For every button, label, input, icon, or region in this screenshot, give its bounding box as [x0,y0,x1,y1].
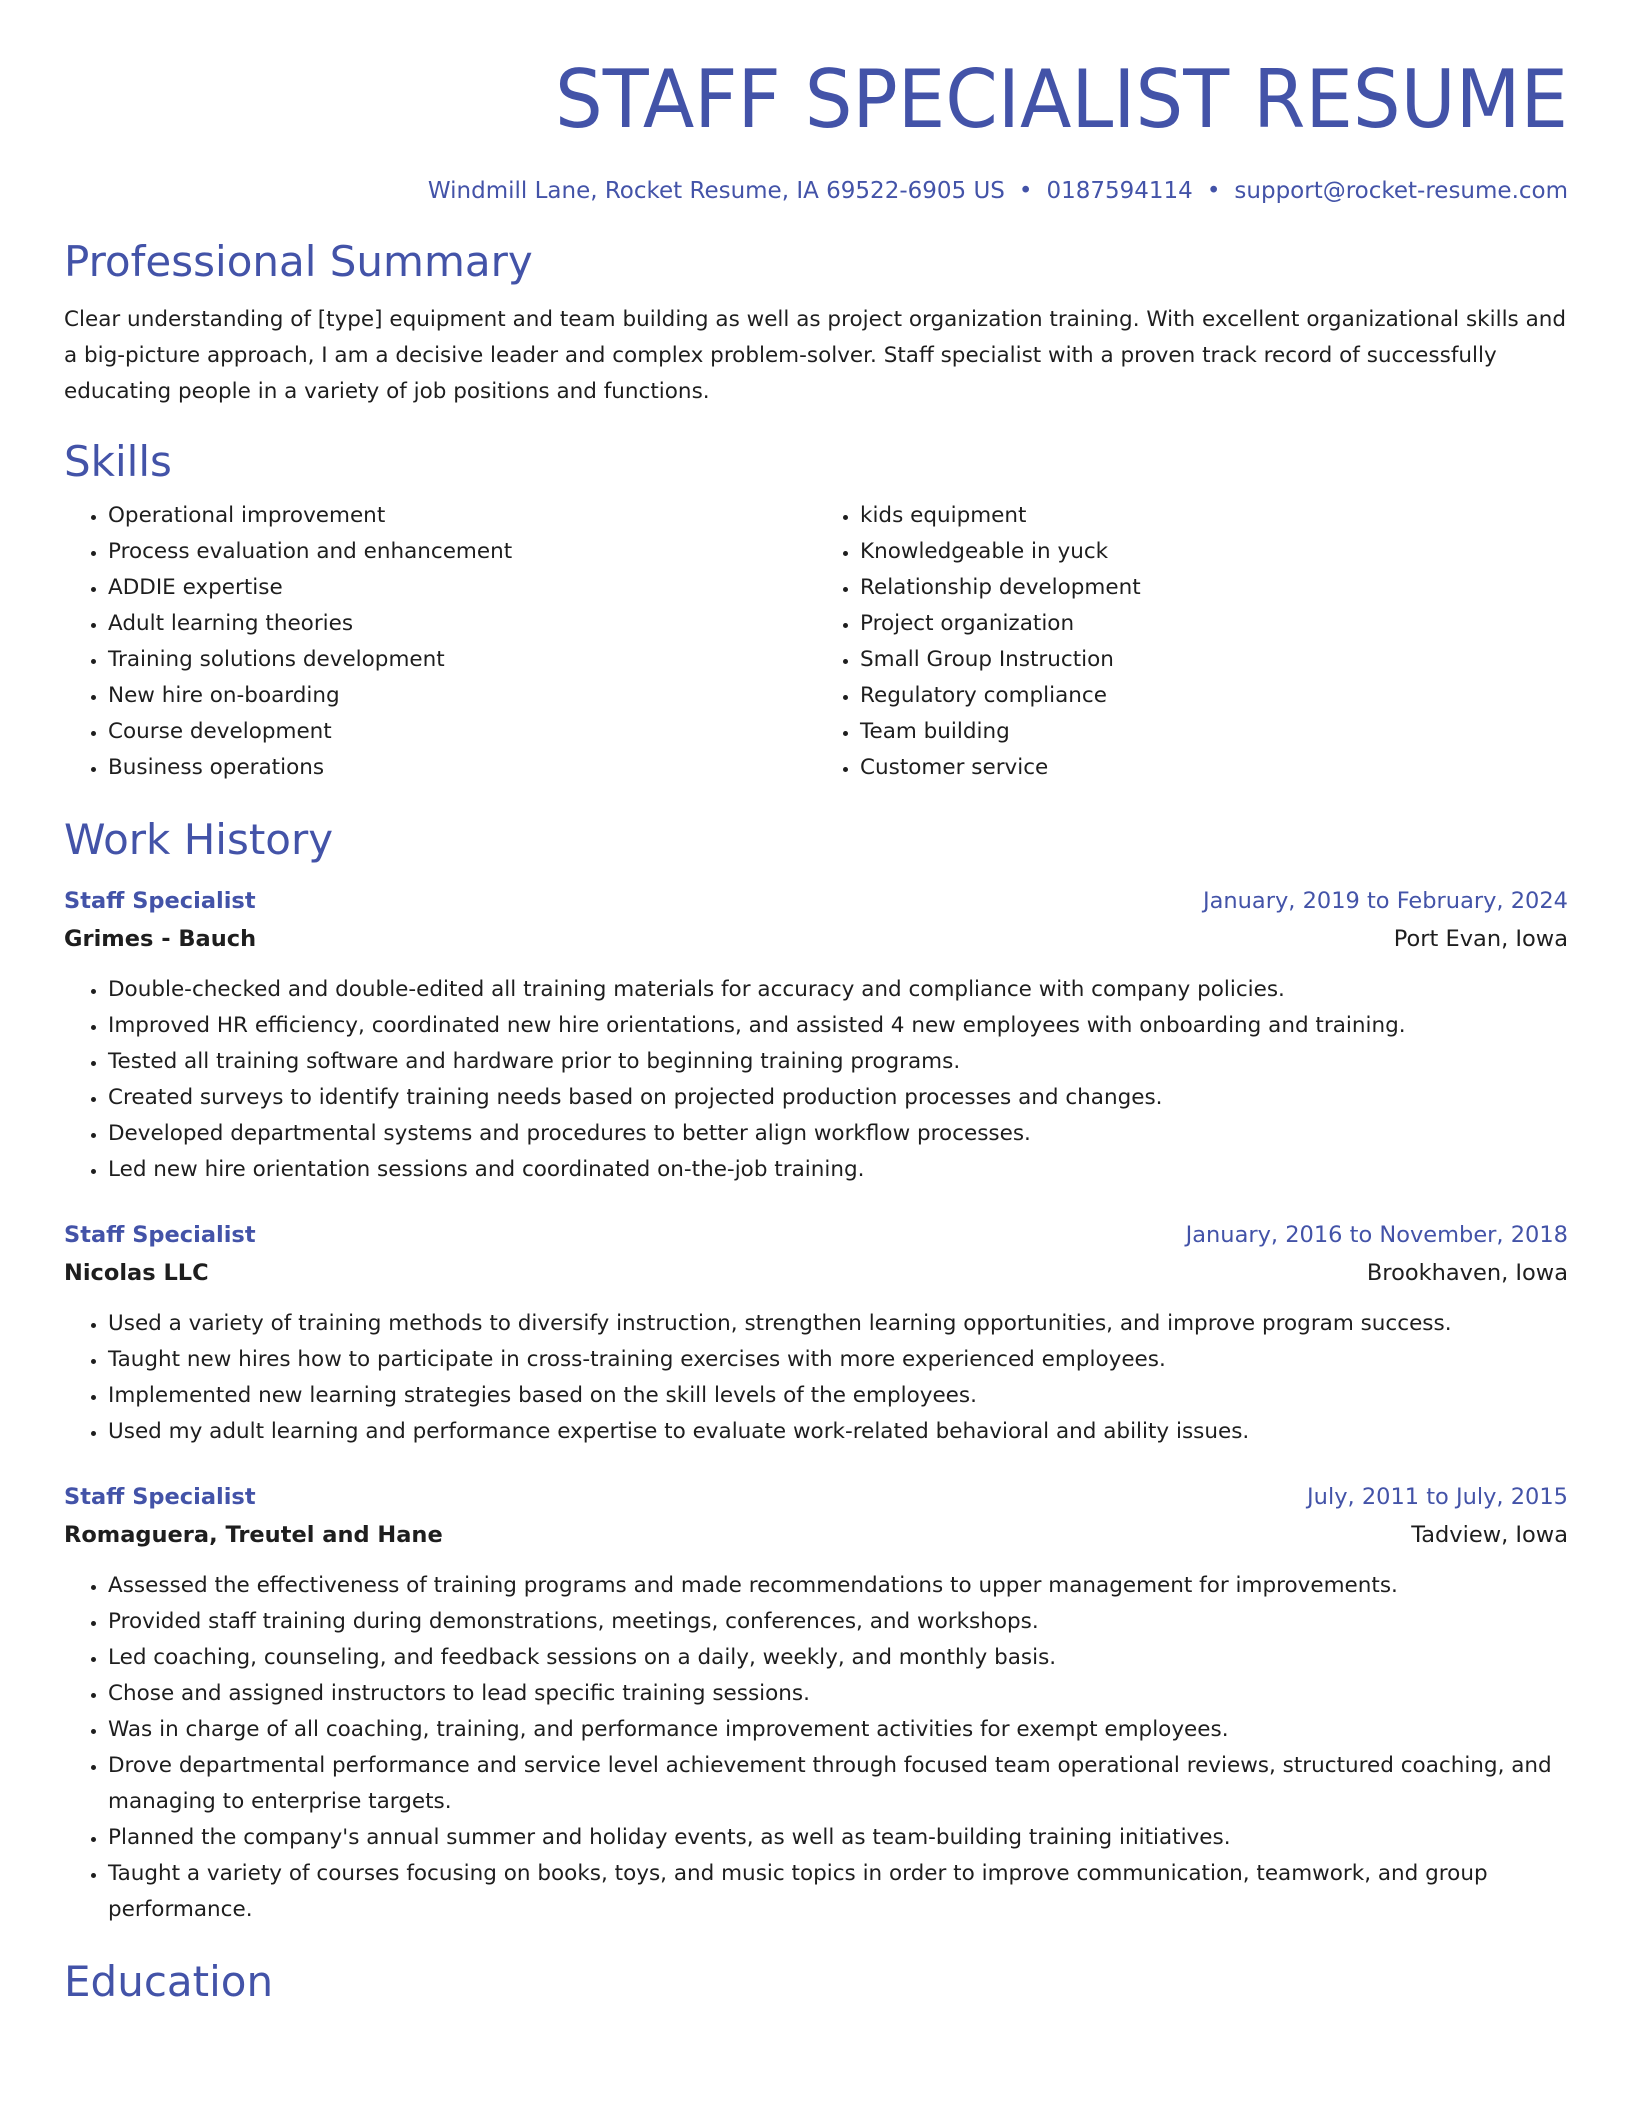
job-duty: • Taught a variety of courses focusing on books, toys, and music topics in order to improve communication, teamwork, and group performance. [108,1856,1568,1928]
skill-item: • Regulatory compliance [860,678,1568,714]
job-duty: • Led new hire orientation sessions and coordinated on-the-job training. [108,1152,1568,1188]
job-company: Nicolas LLC [64,1260,209,1286]
job-dates: January, 2019 to February, 2024 [1202,888,1568,914]
skills-heading: Skills [64,437,172,486]
skill-item: • Business operations [108,750,816,786]
summary-text: Clear understanding of [type] equipment and team building as well as project organization training. With excellent organizational skills and a big-picture approach, I am a decisive leader and complex problem-solver. Staff specialist with a proven track record of successfully educating people in a variety of job positions and functions. [64,307,1567,404]
resume-title: STAFF SPECIALIST RESUME [555,53,1568,146]
job-duty: • Tested all training software and hardware prior to beginning training programs. [108,1044,1568,1080]
job-entry [64,882,1568,1188]
job-location: Tadview, Iowa [1411,1522,1568,1548]
job-duty: • Assessed the effectiveness of training programs and made recommendations to upper management for improvements. [108,1568,1568,1604]
contact-separator: • [1206,178,1221,204]
skills-columns [64,498,1568,786]
contact-email[interactable]: support@rocket-resume.com [1234,178,1568,204]
job-duty: • Improved HR efficiency, coordinated new hire orientations, and assisted 4 new employees with onboarding and training. [108,1008,1568,1044]
job-title-row [64,882,1568,920]
job-duties-list [64,1306,1568,1450]
summary-section [64,234,1568,410]
job-duty: • Taught new hires how to participate in cross-training exercises with more experienced employees. [108,1342,1568,1378]
contact-line [64,178,1568,204]
job-duties-list [64,1568,1568,1928]
work-history-heading: Work History [64,815,334,864]
job-duty: • Led coaching, counseling, and feedback sessions on a daily, weekly, and monthly basis. [108,1640,1568,1676]
skill-item: • Training solutions development [108,642,816,678]
summary-heading: Professional Summary [64,237,533,286]
job-company-row [64,920,1568,958]
skills-column-left [64,498,816,786]
job-duty: • Chose and assigned instructors to lead specific training sessions. [108,1676,1568,1712]
job-title: Staff Specialist [64,1222,256,1248]
skill-item: • ADDIE expertise [108,570,816,606]
job-duties-list [64,972,1568,1188]
skill-item: • Small Group Instruction [860,642,1568,678]
skills-column-right [816,498,1568,786]
job-title: Staff Specialist [64,1484,256,1510]
job-location: Port Evan, Iowa [1393,926,1568,952]
skills-list-right [816,498,1568,786]
job-title-row [64,1478,1568,1516]
job-duty: • Implemented new learning strategies based on the skill levels of the employees. [108,1378,1568,1414]
skills-section [64,434,1568,786]
job-company-row [64,1254,1568,1292]
skill-item: • Relationship development [860,570,1568,606]
skill-item: • New hire on-boarding [108,678,816,714]
job-entry [64,1478,1568,1928]
contact-phone: 0187594114 [1046,178,1193,204]
skill-item: • Process evaluation and enhancement [108,534,816,570]
job-location: Brookhaven, Iowa [1366,1260,1568,1286]
job-dates: July, 2011 to July, 2015 [1307,1484,1568,1510]
job-duty: • Developed departmental systems and procedures to better align workflow processes. [108,1116,1568,1152]
job-company: Grimes - Bauch [64,926,257,952]
job-duty: • Used my adult learning and performance expertise to evaluate work-related behavioral and ability issues. [108,1414,1568,1450]
job-duty: • Drove departmental performance and service level achievement through focused team operational reviews, structured coaching, and managing to enterprise targets. [108,1748,1568,1820]
job-duty: • Used a variety of training methods to diversify instruction, strengthen learning opportunities, and improve program success. [108,1306,1568,1342]
skill-item: • Course development [108,714,816,750]
job-entry [64,1216,1568,1450]
work-history-section [64,812,1568,1928]
skill-item: • kids equipment [860,498,1568,534]
contact-address: Windmill Lane, Rocket Resume, IA 69522-6905 US [427,178,1005,204]
job-company: Romaguera, Treutel and Hane [64,1522,443,1548]
job-duty: • Was in charge of all coaching, training, and performance improvement activities for exempt employees. [108,1712,1568,1748]
job-company-row [64,1516,1568,1554]
contact-separator: • [1018,178,1033,204]
job-duty: • Provided staff training during demonstrations, meetings, conferences, and workshops. [108,1604,1568,1640]
resume-header [64,0,1568,204]
job-duty: • Planned the company's annual summer and holiday events, as well as team-building training initiatives. [108,1820,1568,1856]
skill-item: • Adult learning theories [108,606,816,642]
skills-list-left [64,498,816,786]
education-section [64,1954,1568,2010]
skill-item: • Customer service [860,750,1568,786]
job-title: Staff Specialist [64,888,256,914]
job-title-row [64,1216,1568,1254]
job-dates: January, 2016 to November, 2018 [1185,1222,1568,1248]
education-heading: Education [64,1957,274,2006]
skill-item: • Knowledgeable in yuck [860,534,1568,570]
job-duty: • Created surveys to identify training needs based on projected production processes and changes. [108,1080,1568,1116]
skill-item: • Team building [860,714,1568,750]
skill-item: • Project organization [860,606,1568,642]
skill-item: • Operational improvement [108,498,816,534]
job-duty: • Double-checked and double-edited all training materials for accuracy and compliance with company policies. [108,972,1568,1008]
